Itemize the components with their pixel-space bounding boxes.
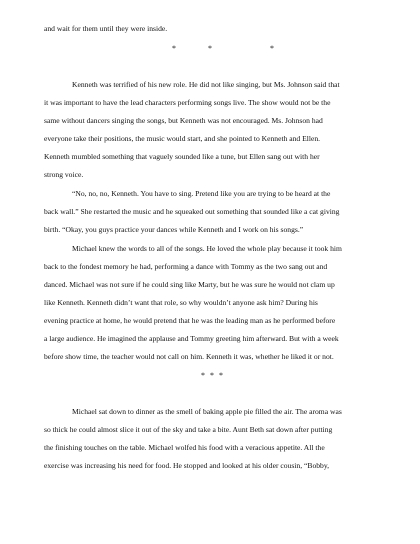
paragraph-line: Kenneth mumbled something that vaguely sounded like a tune, but Ellen sang out with her [44,152,320,161]
paragraph-line: “No, no, no, Kenneth. You have to sing. Pretend like you are trying to be heard at the [72,189,331,198]
paragraph-line: exercise was increasing his need for food. He stopped and looked at his older cousin, “Bobby, [44,461,330,470]
separator-star: * [208,44,212,53]
paragraph-line: a large audience. He imagined the applause and Tommy greeting him afterward. But with a week [44,334,339,343]
paragraph-line: evening practice at home, he would pretend that he was the leading man as he performed before [44,316,336,325]
paragraph-line: so thick he could almost slice it out of the sky and take a bite. Aunt Beth sat down after putting [44,425,333,434]
paragraph-line: Kenneth was terrified of his new role. He did not like singing, but Ms. Johnson said that [72,80,340,89]
paragraph-line: Michael sat down to dinner as the smell of baking apple pie filled the air. The aroma was [72,407,342,416]
paragraph-line: like Kenneth. Kenneth didn’t want that role, so why wouldn’t anyone ask him? During his [44,298,318,307]
separator-star: * [219,371,223,380]
separator-star: * [270,44,274,53]
paragraph-line: Michael knew the words to all of the songs. He loved the whole play because it took him [72,244,342,253]
opening-line: and wait for them until they were inside. [44,24,168,33]
paragraph-line: the finishing touches on the table. Michael wolfed his food with a veracious appetite. All the [44,443,325,452]
paragraph-line: birth. “Okay, you guys practice your dances while Kenneth and I work on his songs.” [44,225,304,234]
separator-star: * [201,371,205,380]
paragraph-line: it was important to have the lead characters performing songs live. The show would not be the [44,98,331,107]
paragraph-line: strong voice. [44,170,84,179]
paragraph-line: back wall.” She restarted the music and he squeaked out something that sounded like a cat giving [44,207,340,216]
separator-star: * [210,371,214,380]
paragraph-line: back to the fondest memory he had, performing a dance with Tommy as the two sang out and [44,262,328,271]
paragraph-line: same without dancers singing the songs, but Kenneth was not encouraged. Ms. Johnson had [44,116,323,125]
paragraph-line: danced. Michael was not sure if he could sing like Marty, but he was sure he would not clam up [44,280,335,289]
separator-star: * [172,44,176,53]
paragraph-line: before show time, the teacher would not call on him. Kenneth it was, whether he liked it or not. [44,352,334,361]
paragraph-line: everyone take their positions, the music would start, and she pointed to Kenneth and Ellen. [44,134,321,143]
